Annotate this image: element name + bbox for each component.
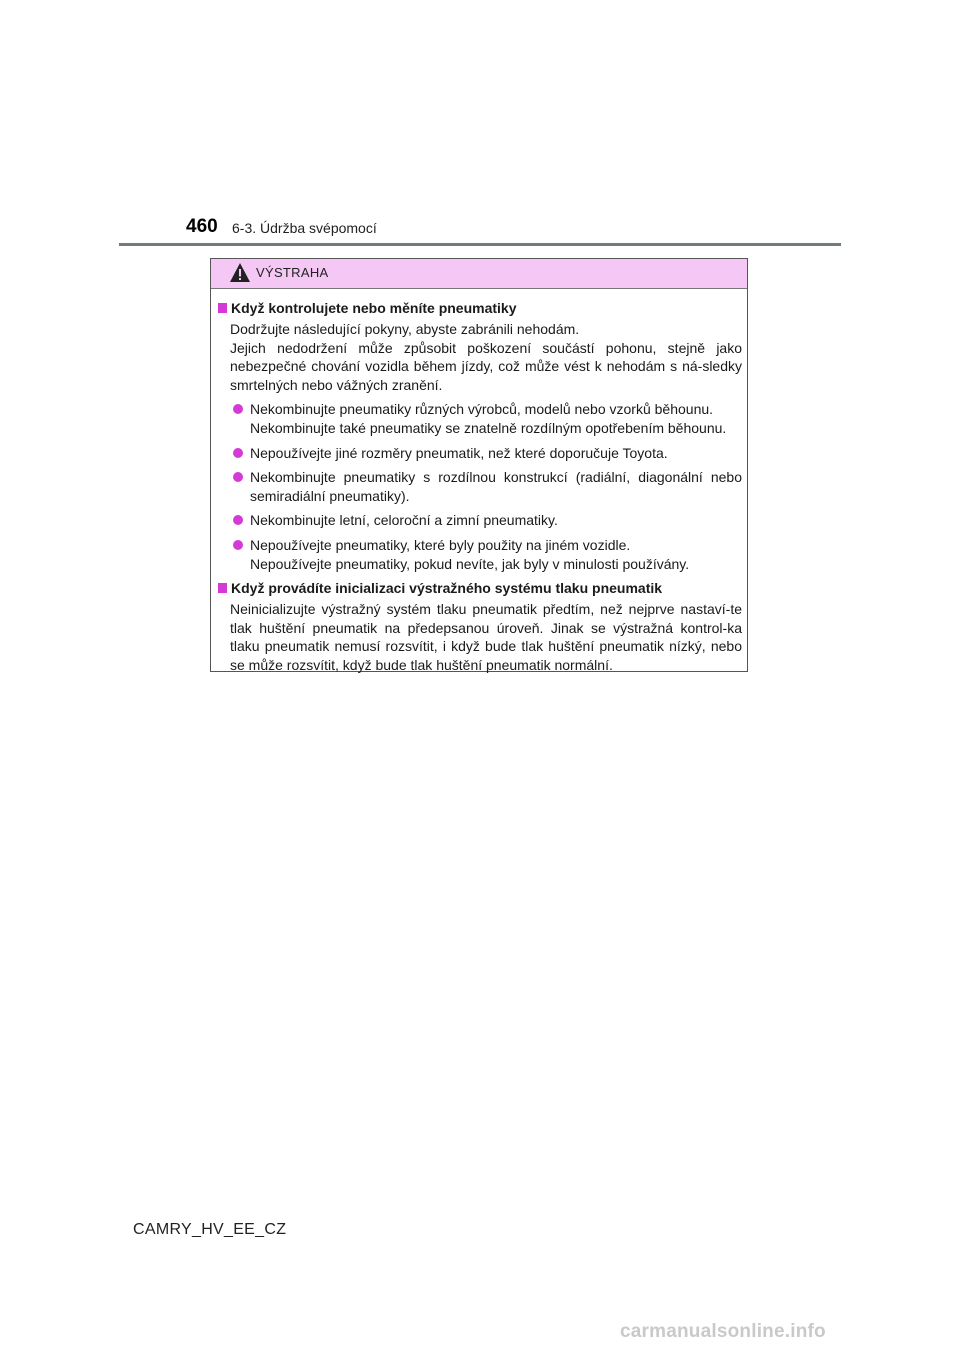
section-title-text: Když provádíte inicializaci výstražného systému tlaku pneumatik [231, 580, 663, 597]
list-item [231, 444, 742, 463]
round-bullet-icon [233, 515, 243, 525]
list-item [231, 536, 742, 573]
bullet-list [218, 400, 742, 573]
section-intro [218, 320, 742, 394]
round-bullet-icon [233, 472, 243, 482]
warning-triangle-icon [229, 262, 251, 283]
page-number: 460 [186, 216, 218, 237]
round-bullet-icon [233, 404, 243, 414]
list-item [231, 400, 742, 437]
intro-line: Neinicializujte výstražný systém tlaku pneumatik předtím, než nejprve nastaví-te tlak huštění pneumatik na předepsanou úroveň. Jinak se výstražná kontrol-ka tlaku pneumatik nemusí rozsvítit, i když bude tlak huštění pneumatik nízký, nebo se může rozsvítit, když bude tlak huštění pneumatik normální. [230, 601, 742, 673]
footer-code: CAMRY_HV_EE_CZ [133, 1221, 287, 1238]
warning-section [218, 579, 742, 674]
square-bullet-icon [218, 303, 227, 313]
warning-section-title [218, 579, 742, 598]
list-item-line: Nekombinujte pneumatiky různých výrobců, modelů nebo vzorků běhounu. [250, 401, 714, 418]
warning-box [210, 258, 748, 672]
square-bullet-icon [218, 583, 227, 593]
watermark: carmanualsonline.info [620, 1321, 826, 1342]
round-bullet-icon [233, 448, 243, 458]
list-item-line: Nepoužívejte pneumatiky, pokud nevíte, jak byly v minulosti používány. [250, 555, 690, 572]
section-title: 6-3. Údržba svépomocí [232, 220, 377, 236]
list-item-line: Nepoužívejte jiné rozměry pneumatik, než které doporučuje Toyota. [250, 444, 668, 461]
section-intro [218, 600, 742, 674]
warning-section [218, 299, 742, 573]
list-item-line: Nekombinujte také pneumatiky se znatelně rozdílným opotřebením běhounu. [250, 419, 727, 436]
intro-line: Jejich nedodržení může způsobit poškození součástí pohonu, stejně jako nebezpečné chování vozidla během jízdy, což může vést k nehodám s ná-sledky smrtelných nebo vážných zranění. [230, 339, 742, 393]
warning-section-title [218, 299, 742, 318]
list-item-line: Nepoužívejte pneumatiky, které byly použity na jiném vozidle. [250, 536, 631, 553]
section-title-text: Když kontrolujete nebo měníte pneumatiky [231, 300, 517, 316]
list-item-line: Nekombinujte pneumatiky s rozdílnou konstrukcí (radiální, diagonální nebo semiradiální pneumatiky). [250, 469, 742, 504]
header-rule [119, 243, 841, 246]
warning-label: VÝSTRAHA [256, 265, 329, 280]
warning-body [211, 289, 747, 675]
list-item [231, 511, 742, 530]
warning-header [211, 259, 747, 289]
list-item [231, 468, 742, 505]
intro-line: Dodržujte následující pokyny, abyste zabránili nehodám. [230, 321, 580, 337]
list-item-line: Nekombinujte letní, celoroční a zimní pneumatiky. [250, 512, 558, 529]
round-bullet-icon [233, 540, 243, 550]
